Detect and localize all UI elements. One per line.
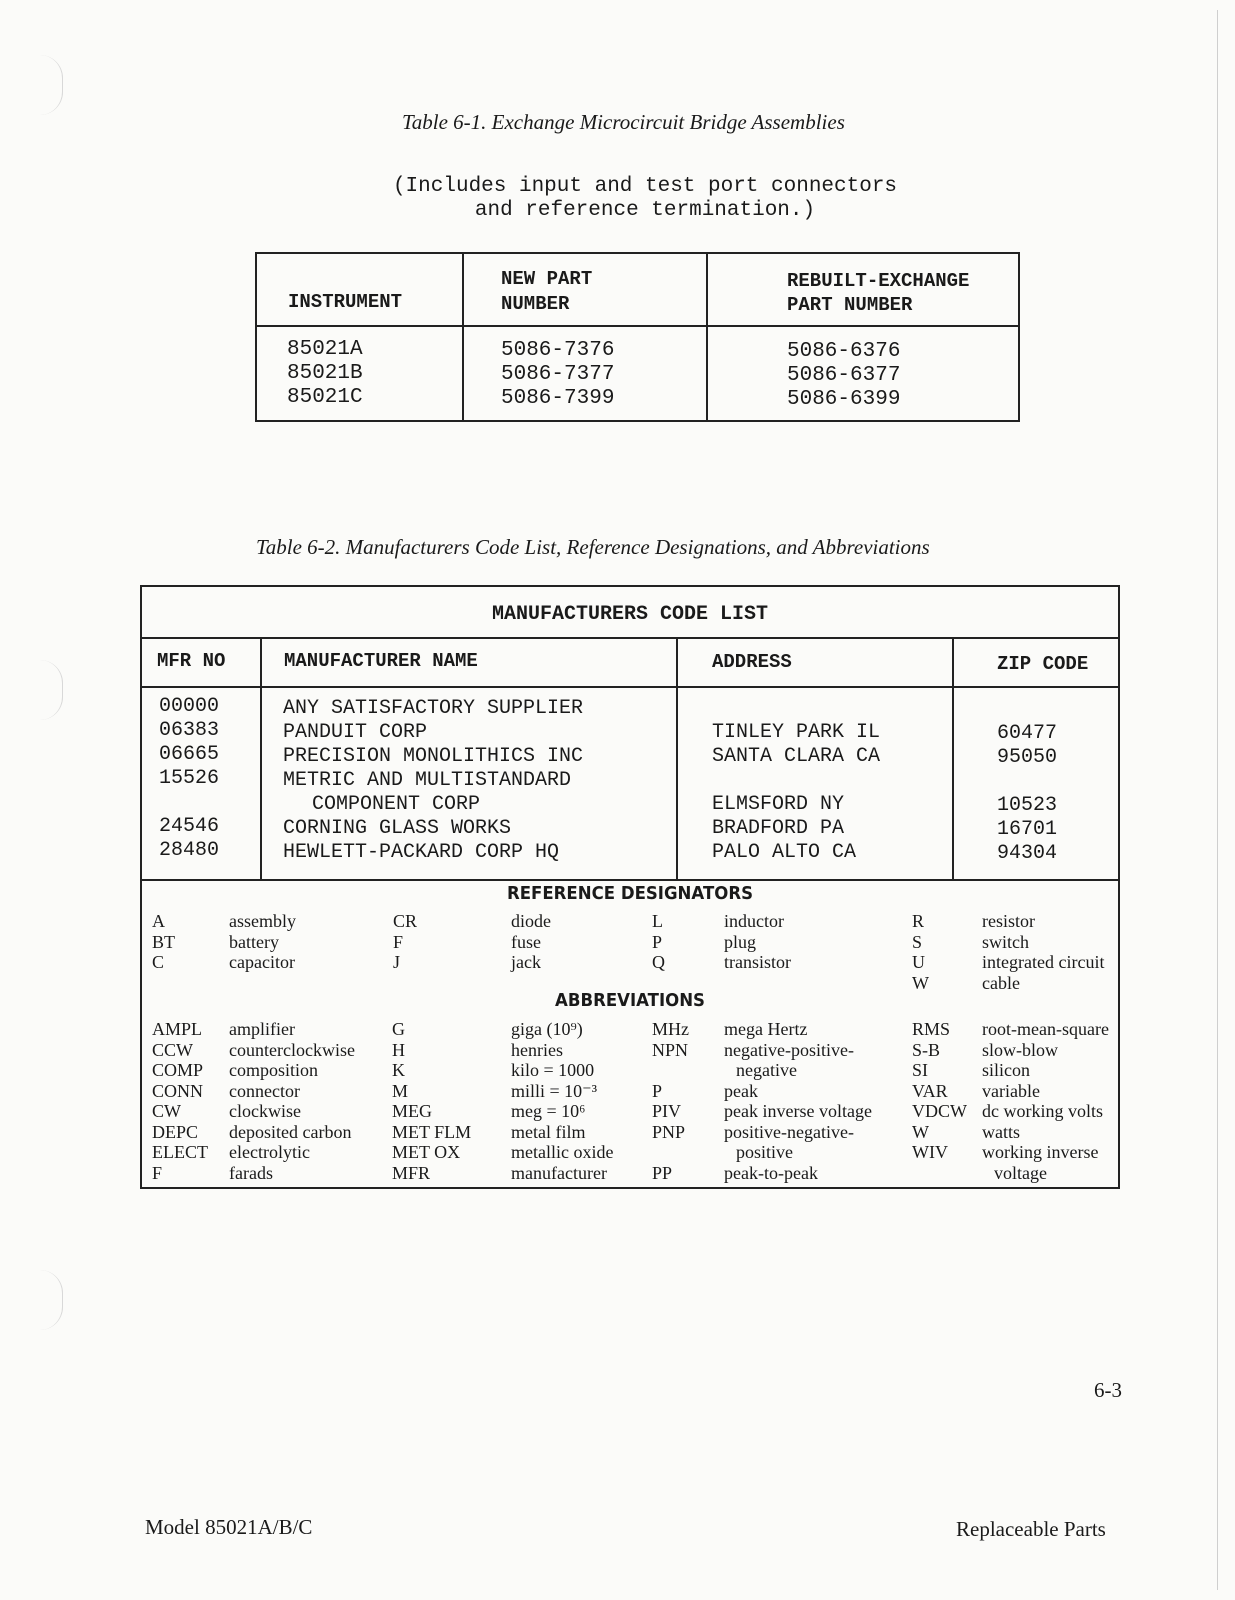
designator-code: PIV <box>652 1101 682 1121</box>
table1-caption: Table 6-1. Exchange Microcircuit Bridge Assemblies <box>402 110 845 134</box>
punch-hole <box>40 660 63 720</box>
address-cell: ELMSFORD NY <box>712 793 845 816</box>
manufacturer-name-cell: PANDUIT CORP <box>283 721 428 744</box>
designator-code: DEPC <box>152 1121 199 1142</box>
header-address: ADDRESS <box>712 651 792 673</box>
address-cell: TINLEY PARK IL <box>712 721 881 744</box>
designator-description: voltage <box>994 1162 1047 1183</box>
table1-rebuilt-cell: 5086-6399 <box>787 388 901 411</box>
designator-description: clockwise <box>229 1101 301 1121</box>
designator-code: P <box>652 931 663 952</box>
zip-cell: 60477 <box>997 722 1058 745</box>
header-new-part-line2: NUMBER <box>501 293 570 315</box>
table1-rebuilt-cell: 5086-6377 <box>787 364 901 387</box>
address-column <box>712 697 880 865</box>
designator-description: working inverse <box>982 1142 1099 1162</box>
designator-code: R <box>912 911 925 931</box>
designator-description: negative-positive- <box>724 1039 854 1060</box>
mfr-no-cell: 06665 <box>159 743 220 766</box>
designator-code: CR <box>393 911 418 931</box>
header-instrument: INSTRUMENT <box>288 291 403 313</box>
designator-code: P <box>652 1080 663 1101</box>
designator-description: peak-to-peak <box>724 1162 818 1183</box>
designator-description: watts <box>982 1121 1020 1142</box>
designator-description: electrolytic <box>229 1142 310 1162</box>
manufacturer-name-cell: COMPONENT CORP <box>312 793 481 816</box>
designator-code: W <box>912 1121 929 1142</box>
table1-new-part-cell: 5086-7399 <box>501 387 615 410</box>
header-manufacturer-name: MANUFACTURER NAME <box>284 650 478 672</box>
designator-description: assembly <box>229 911 296 931</box>
designator-code: F <box>152 1162 163 1183</box>
designator-code: VDCW <box>912 1101 967 1121</box>
manufacturer-name-cell: ANY SATISFACTORY SUPPLIER <box>283 697 584 720</box>
address-cell <box>712 697 880 721</box>
table1-instrument-cell: 85021C <box>287 386 363 409</box>
address-cell: PALO ALTO CA <box>712 841 857 864</box>
manufacturer-name-column <box>283 697 583 865</box>
designator-code: F <box>393 931 404 952</box>
address-cell: SANTA CLARA CA <box>712 745 881 768</box>
designator-code: W <box>912 972 929 993</box>
designator-description: cable <box>982 972 1020 993</box>
designator-description: negative <box>736 1060 797 1080</box>
header-new-part-line1: NEW PART <box>501 268 593 290</box>
designator-description: resistor <box>982 911 1035 931</box>
header-rebuilt-line1: REBUILT-EXCHANGE <box>787 270 970 292</box>
designator-description: battery <box>229 931 279 952</box>
designator-code: Q <box>652 952 665 972</box>
refdes-title: REFERENCE DESIGNATORS <box>506 883 754 904</box>
designator-code: L <box>652 911 663 931</box>
designator-code: COMP <box>152 1060 204 1080</box>
designator-description: metallic oxide <box>511 1142 614 1162</box>
table1-instrument-column <box>287 338 363 410</box>
designator-code: G <box>392 1019 405 1039</box>
designator-description: meg = 10⁶ <box>511 1101 586 1121</box>
designator-description: integrated circuit <box>982 952 1105 972</box>
address-cell <box>712 769 880 793</box>
designator-description: switch <box>982 931 1029 952</box>
mfr-no-cell <box>159 791 219 815</box>
table1 <box>255 252 1020 422</box>
mfr-no-cell: 00000 <box>159 695 220 718</box>
mfr-no-cell: 06383 <box>159 719 220 742</box>
table1-note-line1: (Includes input and test port connectors <box>392 175 898 198</box>
designator-description: metal film <box>511 1121 586 1142</box>
designator-code: C <box>152 952 165 972</box>
designator-code: AMPL <box>152 1019 203 1039</box>
mfr-no-cell: 28480 <box>159 839 220 862</box>
designator-code: J <box>393 952 401 972</box>
designator-code: VAR <box>912 1080 948 1101</box>
designator-description: silicon <box>982 1060 1030 1080</box>
designator-code: U <box>912 952 925 972</box>
zip-cell: 94304 <box>997 842 1058 865</box>
designator-description: fuse <box>511 931 541 952</box>
designator-description: root-mean-square <box>982 1019 1109 1039</box>
designator-code: MET OX <box>392 1142 461 1162</box>
designator-code: NPN <box>652 1039 689 1060</box>
zip-cell: 16701 <box>997 818 1058 841</box>
designator-code: CONN <box>152 1080 204 1101</box>
designator-code: MET FLM <box>392 1121 472 1142</box>
designator-code: S-B <box>912 1039 941 1060</box>
punch-hole <box>40 55 63 115</box>
mfr-no-cell: 24546 <box>159 815 220 838</box>
designator-code: PP <box>652 1162 673 1183</box>
footer-model: Model 85021A/B/C <box>145 1515 313 1539</box>
designator-description: connector <box>229 1080 300 1101</box>
designator-description: peak inverse voltage <box>724 1101 872 1121</box>
designator-code: ELECT <box>152 1142 208 1162</box>
abbreviations-list <box>140 1019 1120 1187</box>
designator-code: M <box>392 1080 409 1101</box>
designator-code: H <box>392 1039 405 1060</box>
designator-code: CW <box>152 1101 181 1121</box>
designator-code: WIV <box>912 1142 948 1162</box>
page-edge <box>1217 10 1218 1590</box>
table1-new-part-cell: 5086-7377 <box>501 363 615 386</box>
designator-description: plug <box>724 931 757 952</box>
designator-description: inductor <box>724 911 784 931</box>
designator-description: farads <box>229 1162 273 1183</box>
designator-description: capacitor <box>229 952 295 972</box>
zip-cell: 95050 <box>997 746 1058 769</box>
designator-description: counterclockwise <box>229 1039 355 1060</box>
manufacturer-name-cell: HEWLETT-PACKARD CORP HQ <box>283 841 560 864</box>
footer-section: Replaceable Parts <box>956 1517 1106 1541</box>
designator-description: manufacturer <box>511 1162 607 1183</box>
designator-description: giga (10⁹) <box>511 1019 583 1039</box>
table2 <box>140 585 1120 1189</box>
zip-cell: 10523 <box>997 794 1058 817</box>
designator-description: transistor <box>724 952 791 972</box>
designator-code: MFR <box>392 1162 431 1183</box>
manufacturer-name-cell: PRECISION MONOLITHICS INC <box>283 745 584 768</box>
designator-description: mega Hertz <box>724 1019 808 1039</box>
address-cell: BRADFORD PA <box>712 817 845 840</box>
table1-new-part-column <box>501 339 614 411</box>
header-rebuilt-line2: PART NUMBER <box>787 294 913 316</box>
table1-rebuilt-column <box>787 340 900 412</box>
zip-cell <box>997 698 1057 722</box>
zip-column <box>997 698 1057 866</box>
designator-description: composition <box>229 1060 318 1080</box>
zip-cell <box>997 770 1057 794</box>
manufacturer-name-cell: METRIC AND MULTISTANDARD <box>283 769 572 792</box>
designator-code: S <box>912 931 923 952</box>
header-mfr-no: MFR NO <box>157 650 226 672</box>
abbreviations-title: ABBREVIATIONS <box>555 990 705 1011</box>
page-number: 6-3 <box>1094 1378 1122 1402</box>
table1-note-line2: and reference termination.) <box>474 199 816 222</box>
designator-code: BT <box>152 931 176 952</box>
designator-description: henries <box>511 1039 563 1060</box>
designator-description: positive-negative- <box>724 1121 854 1142</box>
refdes-list <box>140 911 1120 1001</box>
table1-new-part-cell: 5086-7376 <box>501 339 615 362</box>
mfr-no-column <box>159 695 219 863</box>
designator-description: amplifier <box>229 1019 295 1039</box>
designator-code: MHz <box>652 1019 689 1039</box>
mfr-no-cell: 15526 <box>159 767 220 790</box>
punch-hole <box>40 1270 63 1330</box>
designator-description: deposited carbon <box>229 1121 352 1142</box>
designator-code: MEG <box>392 1101 432 1121</box>
designator-description: positive <box>736 1142 793 1162</box>
table1-rebuilt-cell: 5086-6376 <box>787 340 901 363</box>
designator-code: CCW <box>152 1039 194 1060</box>
designator-description: variable <box>982 1080 1040 1101</box>
table1-instrument-cell: 85021B <box>287 362 363 385</box>
designator-code: PNP <box>652 1121 686 1142</box>
designator-code: K <box>392 1060 405 1080</box>
designator-description: dc working volts <box>982 1101 1103 1121</box>
designator-code: SI <box>912 1060 929 1080</box>
designator-code: A <box>152 911 165 931</box>
mcl-title: MANUFACTURERS CODE LIST <box>491 603 769 626</box>
header-zip-code: ZIP CODE <box>997 653 1089 675</box>
table2-caption: Table 6-2. Manufacturers Code List, Reference Designations, and Abbreviations <box>256 535 930 559</box>
designator-description: jack <box>511 952 541 972</box>
table1-instrument-cell: 85021A <box>287 338 363 361</box>
designator-description: slow-blow <box>982 1039 1058 1060</box>
designator-description: milli = 10⁻³ <box>511 1080 598 1101</box>
designator-description: diode <box>511 911 551 931</box>
designator-description: kilo = 1000 <box>511 1060 595 1080</box>
designator-description: peak <box>724 1080 758 1101</box>
manufacturer-name-cell: CORNING GLASS WORKS <box>283 817 512 840</box>
designator-code: RMS <box>912 1019 951 1039</box>
